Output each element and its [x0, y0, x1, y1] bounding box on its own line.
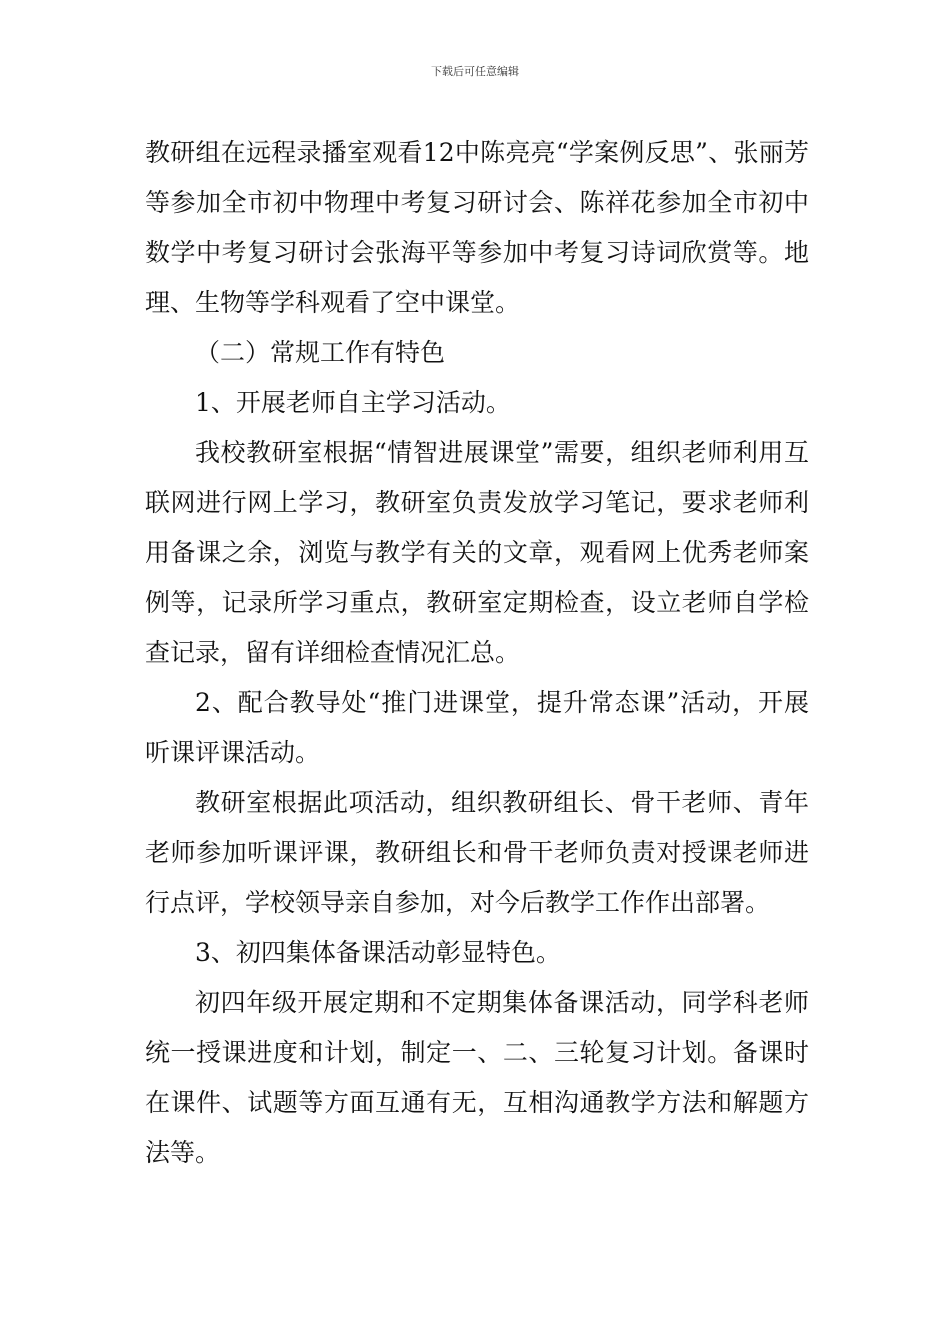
paragraph-continuation: 教研组在远程录播室观看12中陈亮亮“学案例反思”、张丽芳等参加全市初中物理中考复习研讨会、陈祥花参加全市初中数学中考复习研讨会张海平等参加中考复习诗词欣赏等。地理、生物等学科观看了空中课堂。: [145, 138, 809, 317]
document-body: [145, 128, 809, 1178]
section-heading: （二）常规工作有特色: [195, 338, 446, 367]
page-header: 下载后可任意编辑: [431, 65, 519, 78]
subheading-3: 3、初四集体备课活动彰显特色。: [195, 938, 561, 967]
paragraph-3: 初四年级开展定期和不定期集体备课活动，同学科老师统一授课进度和计划，制定一、二、三轮复习计划。备课时在课件、试题等方面互通有无，互相沟通教学方法和解题方法等。: [145, 988, 809, 1167]
paragraph-2: 教研室根据此项活动，组织教研组长、骨干老师、青年老师参加听课评课，教研组长和骨干老师负责对授课老师进行点评，学校领导亲自参加，对今后教学工作作出部署。: [145, 788, 809, 917]
subheading-2: 2、配合教导处“推门进课堂，提升常态课”活动，开展听课评课活动。: [145, 688, 809, 767]
paragraph-1: 我校教研室根据“情智进展课堂”需要，组织老师利用互联网进行网上学习，教研室负责发放学习笔记，要求老师利用备课之余，浏览与教学有关的文章，观看网上优秀老师案例等，记录所学习重点，教研室定期检查，设立老师自学检查记录，留有详细检查情况汇总。: [145, 438, 809, 667]
subheading-1: 1、开展老师自主学习活动。: [195, 388, 511, 417]
